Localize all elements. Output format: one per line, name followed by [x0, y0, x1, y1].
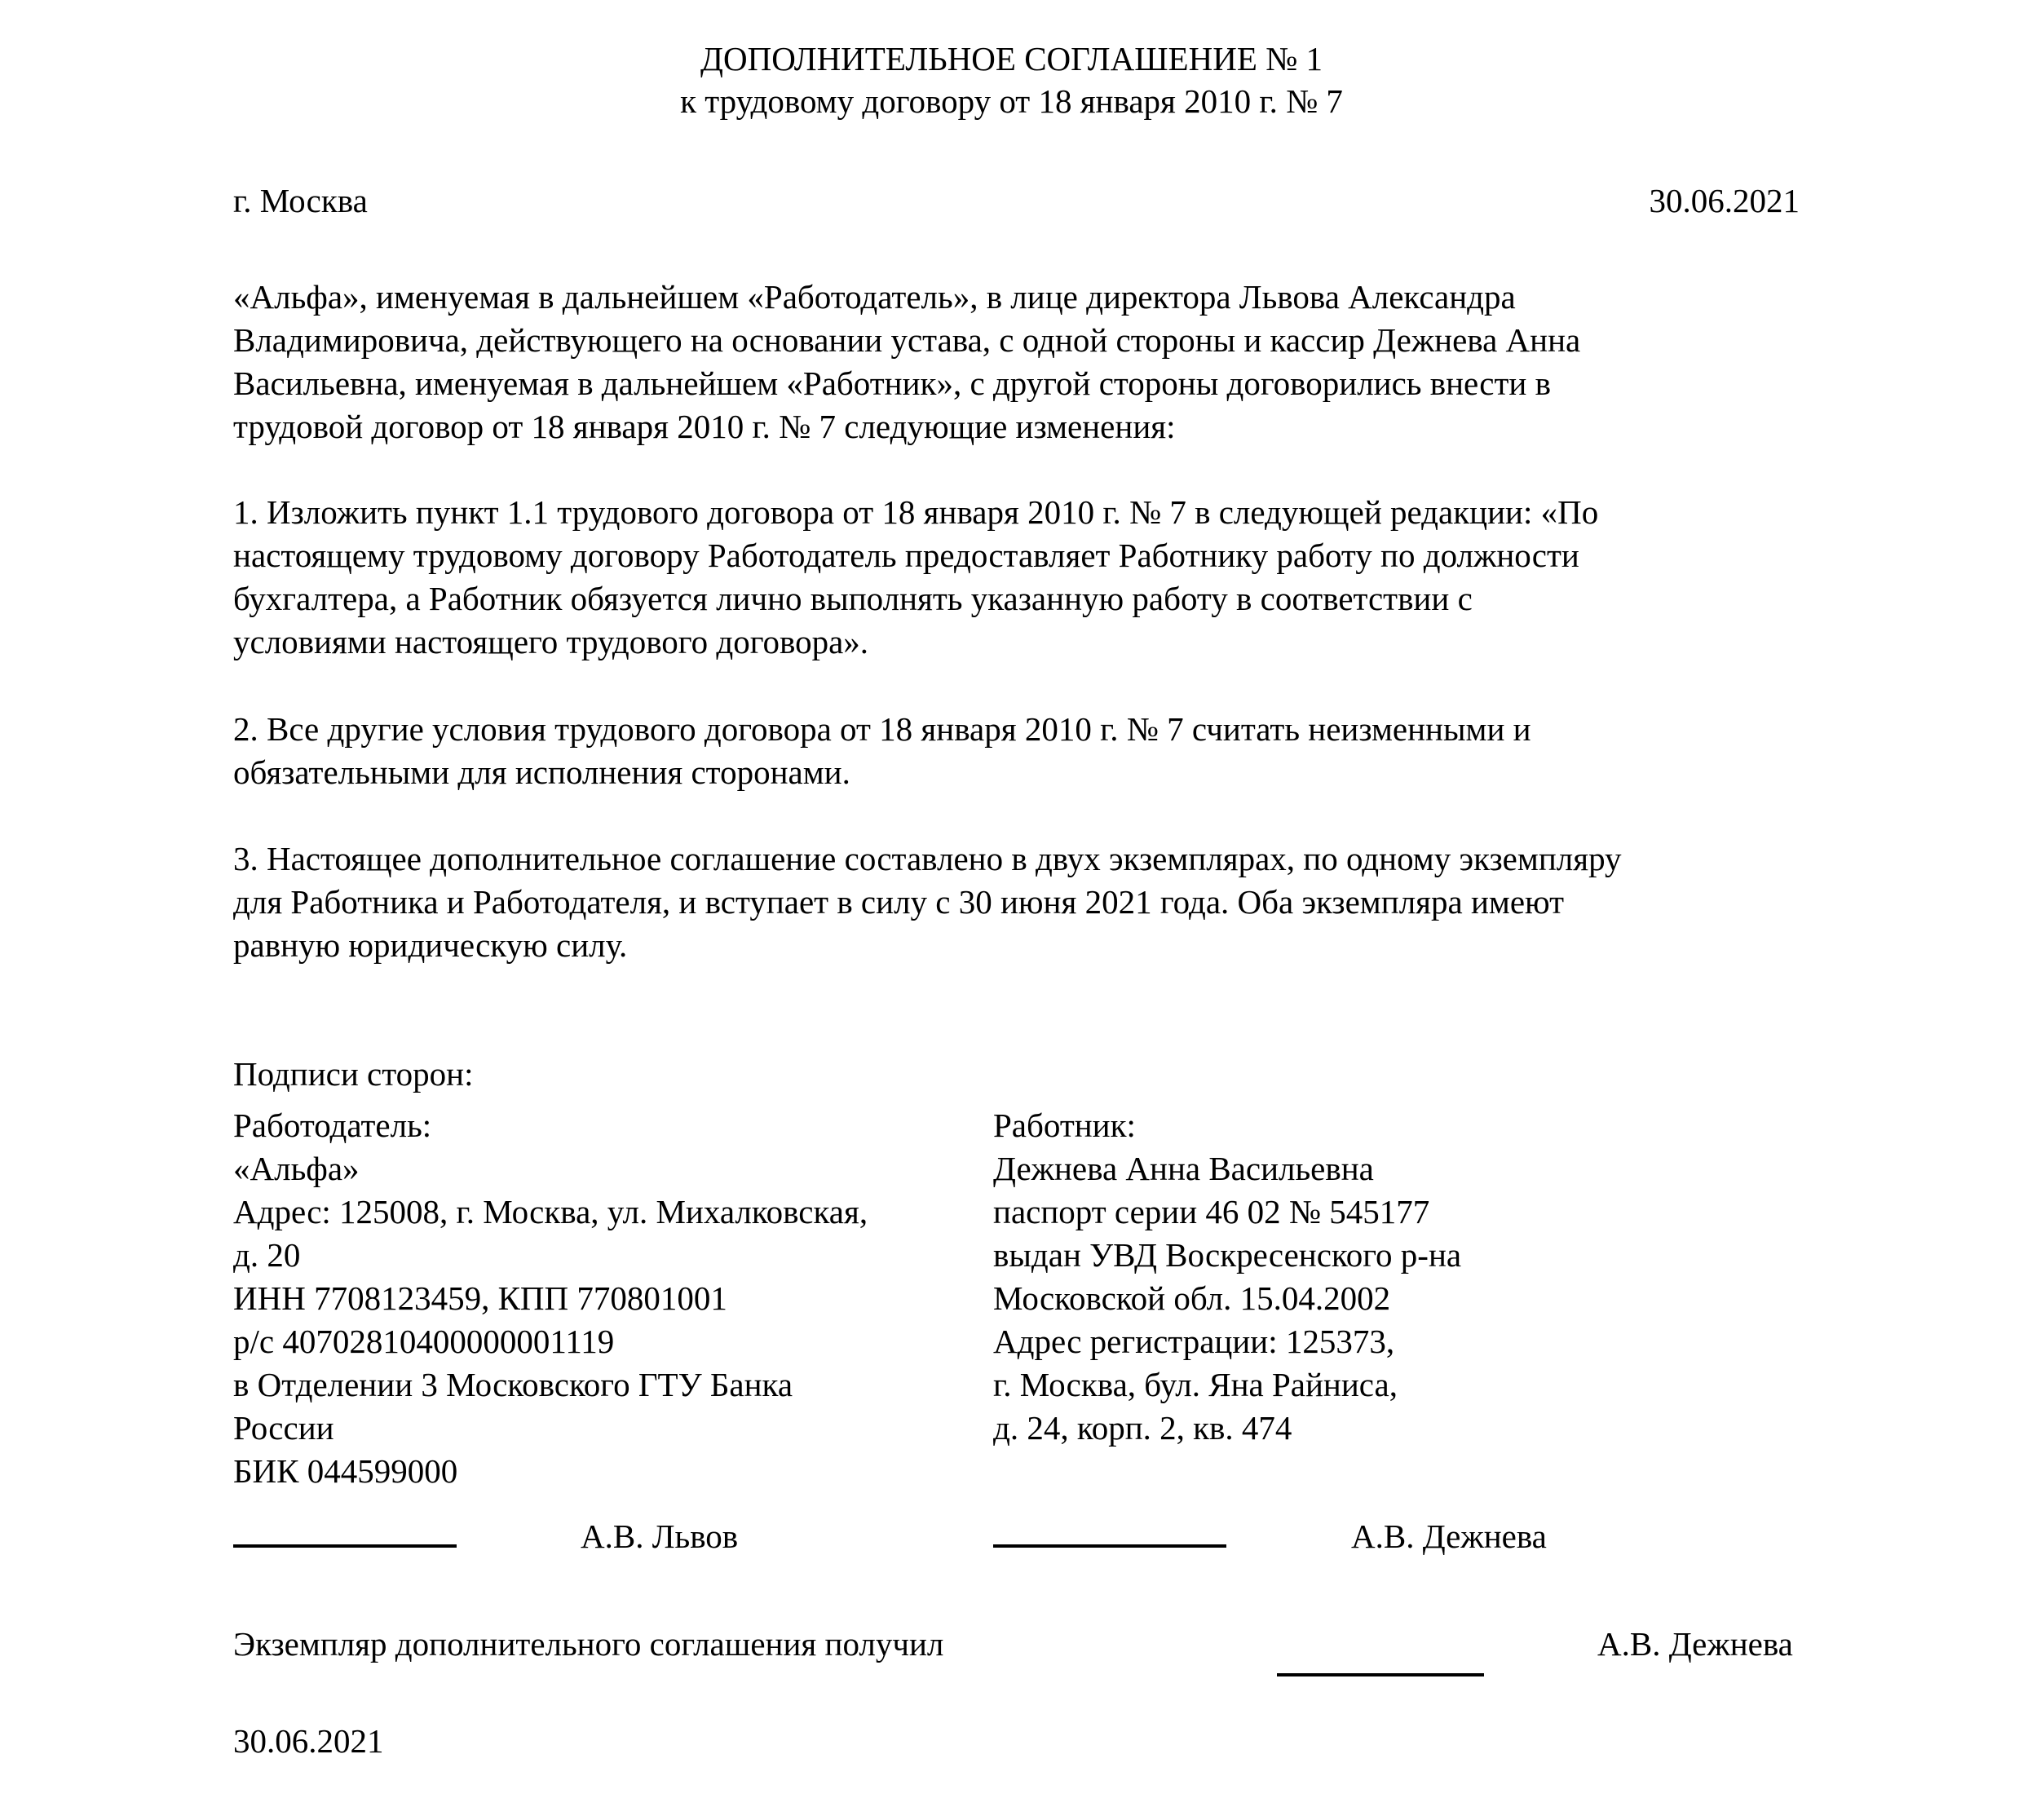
text-line: в Отделении 3 Московского ГТУ Банка — [233, 1366, 793, 1403]
text-line: 3. Настоящее дополнительное соглашение составлено в двух экземплярах, по одному экземпляру — [233, 840, 1622, 877]
text-line: ИНН 7708123459, КПП 770801001 — [233, 1279, 727, 1317]
text-line: паспорт серии 46 02 № 545177 — [993, 1193, 1430, 1230]
text-line: трудовой договор от 18 января 2010 г. № 7 следующие изменения: — [233, 408, 1176, 445]
receipt-signer: А.В. Дежнева — [1597, 1625, 1793, 1663]
receipt-signature-line — [1277, 1673, 1484, 1676]
text-line: Работник: — [993, 1107, 1136, 1144]
employer-signature-line — [233, 1544, 457, 1548]
document-subtitle: к трудовому договору от 18 января 2010 г. № 7 — [680, 82, 1343, 120]
text-line: Адрес регистрации: 125373, — [993, 1323, 1395, 1360]
text-line: Дежнева Анна Васильевна — [993, 1150, 1374, 1187]
text-line: «Альфа», именуемая в дальнейшем «Работодатель», в лице директора Львова Александра — [233, 278, 1516, 316]
text-line: бухгалтера, а Работник обязуется лично выполнять указанную работу в соответствии с — [233, 580, 1473, 617]
text-line: настоящему трудовому договору Работодатель предоставляет Работнику работу по должности — [233, 537, 1579, 574]
text-line: 2. Все другие условия трудового договора от 18 января 2010 г. № 7 считать неизменными и — [233, 710, 1531, 748]
text-line: выдан УВД Воскресенского р-на — [993, 1236, 1462, 1274]
text-line: Московской обл. 15.04.2002 — [993, 1279, 1391, 1317]
item-3-paragraph — [233, 837, 1622, 967]
text-line: равную юридическую силу. — [233, 926, 628, 964]
text-line: Владимировича, действующего на основании устава, с одной стороны и кассир Дежнева Анна — [233, 321, 1581, 359]
text-line: 1. Изложить пункт 1.1 трудового договора от 18 января 2010 г. № 7 в следующей редакции: «По — [233, 493, 1599, 531]
text-line: д. 20 — [233, 1236, 301, 1274]
text-line: р/с 40702810400000001119 — [233, 1323, 615, 1360]
text-line: г. Москва, бул. Яна Райниса, — [993, 1366, 1398, 1403]
text-line: обязательными для исполнения сторонами. — [233, 753, 850, 791]
employee-signer: А.В. Дежнева — [1351, 1517, 1547, 1555]
place: г. Москва — [233, 182, 368, 219]
date: 30.06.2021 — [1649, 182, 1800, 219]
item-2-paragraph — [233, 708, 1531, 794]
text-line: Адрес: 125008, г. Москва, ул. Михалковская, — [233, 1193, 868, 1230]
text-line: для Работника и Работодателя, и вступает в силу с 30 июня 2021 года. Оба экземпляра имеют — [233, 883, 1565, 921]
text-line: БИК 044599000 — [233, 1452, 458, 1490]
employee-signature-line — [993, 1544, 1226, 1548]
item-1-paragraph — [233, 491, 1598, 664]
signatures-heading: Подписи сторон: — [233, 1055, 474, 1093]
employer-signer: А.В. Львов — [581, 1517, 739, 1555]
text-line: условиями настоящего трудового договора». — [233, 623, 869, 660]
text-line: д. 24, корп. 2, кв. 474 — [993, 1409, 1292, 1447]
employer-details — [233, 1104, 868, 1493]
text-line: Васильевна, именуемая в дальнейшем «Работник», с другой стороны договорились внести в — [233, 364, 1551, 402]
preamble-paragraph — [233, 276, 1580, 448]
document-title: ДОПОЛНИТЕЛЬНОЕ СОГЛАШЕНИЕ № 1 — [700, 40, 1323, 77]
text-line: Работодатель: — [233, 1107, 432, 1144]
employee-details — [993, 1104, 1461, 1450]
receipt-date: 30.06.2021 — [233, 1722, 384, 1760]
text-line: «Альфа» — [233, 1150, 360, 1187]
text-line: России — [233, 1409, 334, 1447]
receipt-text: Экземпляр дополнительного соглашения получил — [233, 1625, 944, 1663]
